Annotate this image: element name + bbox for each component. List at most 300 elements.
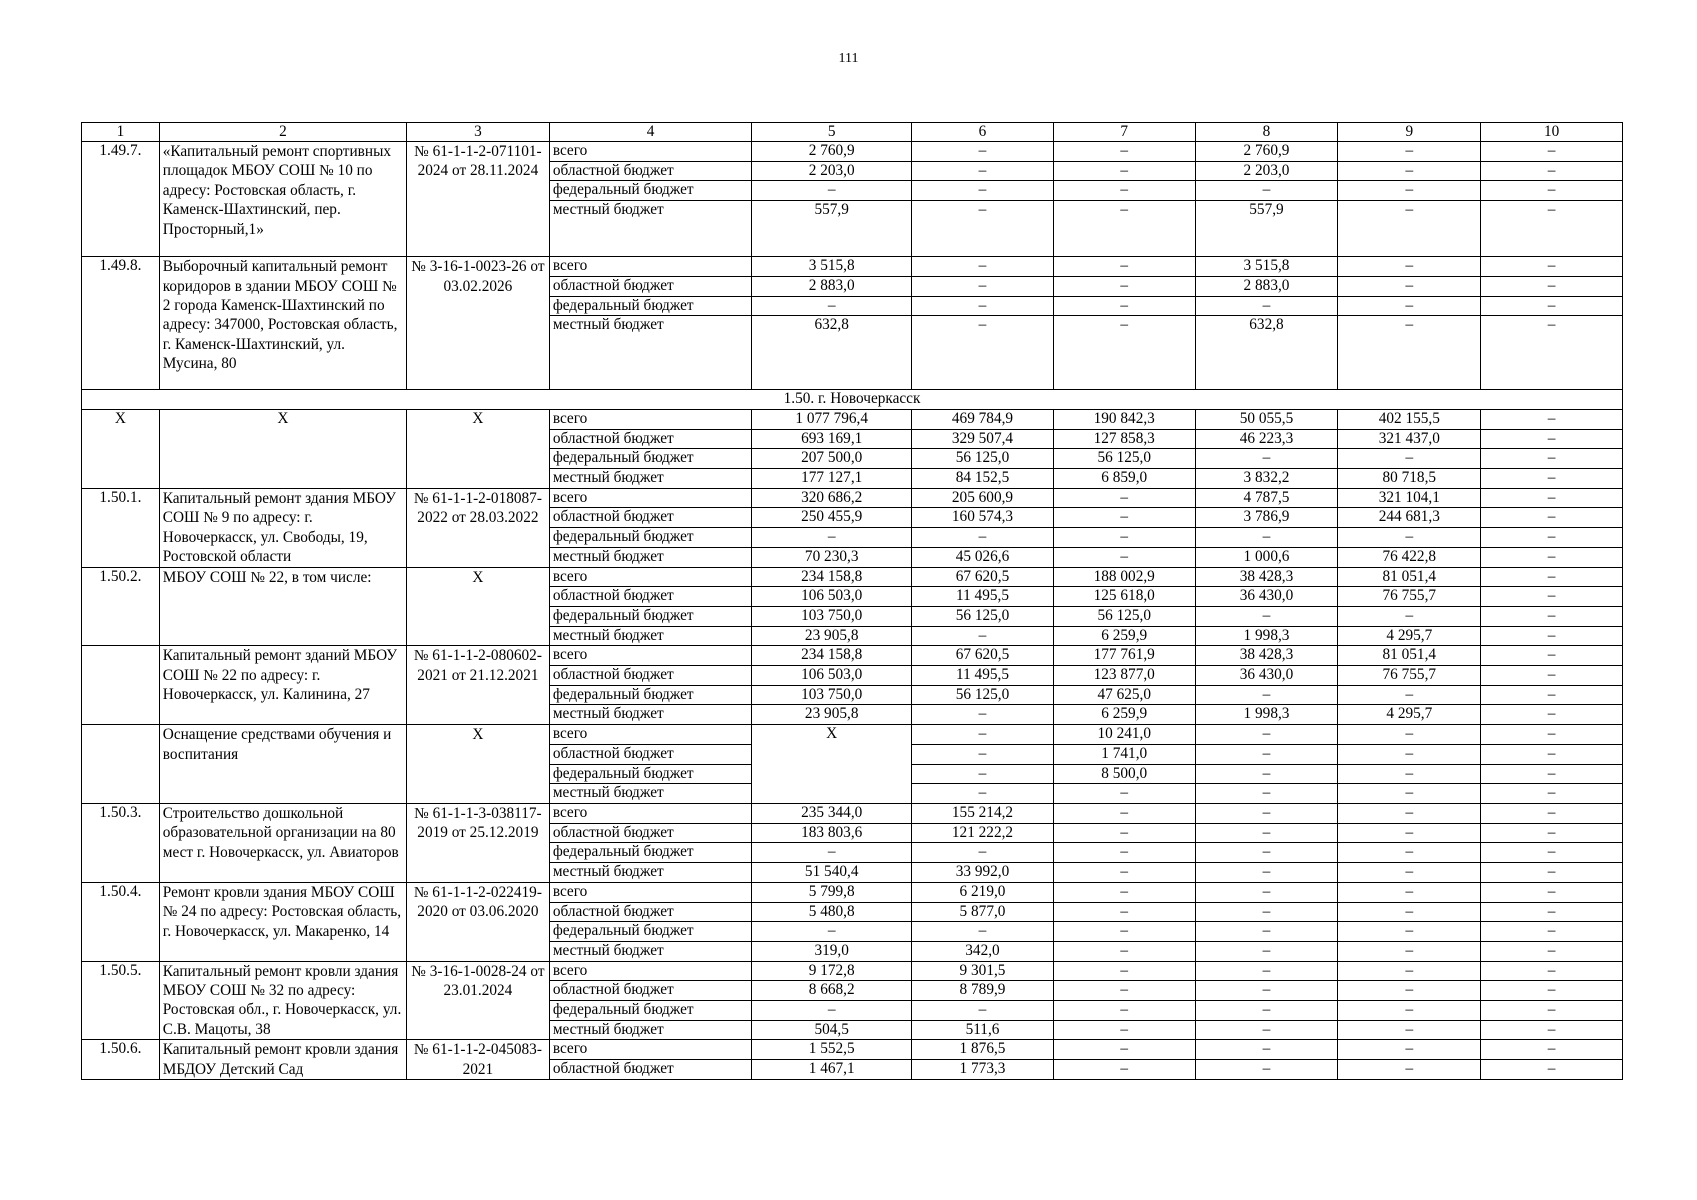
value-cell: – xyxy=(1338,1060,1481,1080)
value-cell: – xyxy=(1053,902,1195,922)
value-cell: – xyxy=(1195,922,1338,942)
value-cell: – xyxy=(1338,528,1481,548)
value-cell: 56 125,0 xyxy=(912,685,1054,705)
value-cell: – xyxy=(1338,296,1481,316)
value-cell: – xyxy=(1053,316,1195,390)
section-title: 1.50. г. Новочеркасск xyxy=(82,390,1623,410)
funding-source-label: областной бюджет xyxy=(549,666,751,686)
value-cell: – xyxy=(1338,764,1481,784)
value-cell: – xyxy=(1338,161,1481,181)
value-cell: – xyxy=(1481,803,1623,823)
value-cell: 103 750,0 xyxy=(752,685,912,705)
value-cell: – xyxy=(1053,1060,1195,1080)
item-number: 1.50.3. xyxy=(82,803,160,882)
value-cell: 84 152,5 xyxy=(912,469,1054,489)
value-cell: 38 428,3 xyxy=(1195,646,1338,666)
value-cell: – xyxy=(1481,784,1623,804)
value-cell: 2 883,0 xyxy=(752,276,912,296)
value-cell: – xyxy=(1481,1001,1623,1021)
funding-source-label: федеральный бюджет xyxy=(549,296,751,316)
value-cell: Х xyxy=(752,725,912,804)
value-cell: 23 905,8 xyxy=(752,626,912,646)
item-number: 1.50.4. xyxy=(82,882,160,961)
value-cell: 177 761,9 xyxy=(1053,646,1195,666)
value-cell: – xyxy=(1053,784,1195,804)
value-cell: 511,6 xyxy=(912,1020,1054,1040)
value-cell: – xyxy=(1338,316,1481,390)
value-cell: – xyxy=(1481,666,1623,686)
value-cell: – xyxy=(1053,1040,1195,1060)
value-cell: – xyxy=(912,705,1054,725)
value-cell: 11 495,5 xyxy=(912,666,1054,686)
value-cell: – xyxy=(1481,1040,1623,1060)
value-cell: – xyxy=(1338,882,1481,902)
column-header: 6 xyxy=(912,123,1054,142)
value-cell: 81 051,4 xyxy=(1338,646,1481,666)
item-number: 1.50.1. xyxy=(82,488,160,567)
item-number: Х xyxy=(82,409,160,488)
value-cell: – xyxy=(1195,961,1338,981)
value-cell: 342,0 xyxy=(912,941,1054,961)
table-row xyxy=(82,488,1623,508)
value-cell: – xyxy=(1481,142,1623,162)
value-cell: – xyxy=(1338,803,1481,823)
section-row xyxy=(82,390,1623,410)
value-cell: – xyxy=(1195,1001,1338,1021)
value-cell: – xyxy=(1053,201,1195,257)
funding-source-label: всего xyxy=(549,882,751,902)
item-name: Строительство дошкольной образовательной организации на 80 мест г. Новочеркасск, ул. Авиаторов xyxy=(159,803,406,882)
column-header: 7 xyxy=(1053,123,1195,142)
value-cell: – xyxy=(1338,142,1481,162)
value-cell: – xyxy=(1195,449,1338,469)
value-cell: – xyxy=(1053,1020,1195,1040)
value-cell: – xyxy=(1195,1060,1338,1080)
value-cell: – xyxy=(1481,257,1623,277)
value-cell: – xyxy=(1195,296,1338,316)
value-cell: 67 620,5 xyxy=(912,646,1054,666)
value-cell: – xyxy=(1481,508,1623,528)
table-row xyxy=(82,567,1623,587)
item-name: Х xyxy=(159,409,406,488)
value-cell: 3 515,8 xyxy=(1195,257,1338,277)
value-cell: 106 503,0 xyxy=(752,587,912,607)
value-cell: – xyxy=(1195,882,1338,902)
value-cell: – xyxy=(912,296,1054,316)
value-cell: 188 002,9 xyxy=(1053,567,1195,587)
value-cell: – xyxy=(1481,161,1623,181)
value-cell: – xyxy=(1338,922,1481,942)
value-cell: 9 301,5 xyxy=(912,961,1054,981)
value-cell: – xyxy=(1053,276,1195,296)
value-cell: – xyxy=(1481,276,1623,296)
value-cell: – xyxy=(1481,626,1623,646)
value-cell: – xyxy=(1338,181,1481,201)
value-cell: – xyxy=(1481,863,1623,883)
value-cell: 10 241,0 xyxy=(1053,725,1195,745)
value-cell: – xyxy=(1195,941,1338,961)
table-row xyxy=(82,257,1623,277)
value-cell: – xyxy=(1481,469,1623,489)
funding-source-label: местный бюджет xyxy=(549,784,751,804)
value-cell: – xyxy=(1481,528,1623,548)
table-row xyxy=(82,142,1623,162)
value-cell: 234 158,8 xyxy=(752,567,912,587)
value-cell: 177 127,1 xyxy=(752,469,912,489)
value-cell: 250 455,9 xyxy=(752,508,912,528)
value-cell: – xyxy=(752,181,912,201)
value-cell: – xyxy=(1481,1060,1623,1080)
value-cell: – xyxy=(1195,685,1338,705)
funding-source-label: федеральный бюджет xyxy=(549,685,751,705)
value-cell: – xyxy=(1481,296,1623,316)
value-cell: 36 430,0 xyxy=(1195,587,1338,607)
value-cell: – xyxy=(1338,744,1481,764)
value-cell: – xyxy=(1481,843,1623,863)
value-cell: 45 026,6 xyxy=(912,547,1054,567)
value-cell: 1 000,6 xyxy=(1195,547,1338,567)
value-cell: – xyxy=(1338,902,1481,922)
value-cell: 46 223,3 xyxy=(1195,429,1338,449)
value-cell: – xyxy=(912,161,1054,181)
value-cell: – xyxy=(1195,843,1338,863)
value-cell: – xyxy=(912,784,1054,804)
item-number: 1.50.6. xyxy=(82,1040,160,1080)
value-cell: – xyxy=(1338,201,1481,257)
value-cell: – xyxy=(912,528,1054,548)
value-cell: 1 467,1 xyxy=(752,1060,912,1080)
value-cell: – xyxy=(1053,1001,1195,1021)
funding-source-label: местный бюджет xyxy=(549,469,751,489)
value-cell: – xyxy=(912,257,1054,277)
funding-source-label: федеральный бюджет xyxy=(549,181,751,201)
value-cell: 33 992,0 xyxy=(912,863,1054,883)
value-cell: – xyxy=(1481,449,1623,469)
funding-source-label: всего xyxy=(549,725,751,745)
funding-source-label: областной бюджет xyxy=(549,823,751,843)
column-header: 8 xyxy=(1195,123,1338,142)
value-cell: 8 789,9 xyxy=(912,981,1054,1001)
value-cell: 6 259,9 xyxy=(1053,705,1195,725)
value-cell: 6 859,0 xyxy=(1053,469,1195,489)
value-cell: – xyxy=(1481,201,1623,257)
funding-source-label: всего xyxy=(549,257,751,277)
funding-source-label: областной бюджет xyxy=(549,587,751,607)
value-cell: 8 500,0 xyxy=(1053,764,1195,784)
value-cell: 70 230,3 xyxy=(752,547,912,567)
value-cell: 329 507,4 xyxy=(912,429,1054,449)
value-cell: – xyxy=(1053,843,1195,863)
value-cell: 234 158,8 xyxy=(752,646,912,666)
value-cell: 632,8 xyxy=(752,316,912,390)
funding-source-label: федеральный бюджет xyxy=(549,449,751,469)
value-cell: 2 883,0 xyxy=(1195,276,1338,296)
value-cell: – xyxy=(1481,902,1623,922)
funding-source-label: всего xyxy=(549,961,751,981)
value-cell: – xyxy=(752,843,912,863)
funding-source-label: областной бюджет xyxy=(549,744,751,764)
value-cell: – xyxy=(1338,961,1481,981)
funding-source-label: федеральный бюджет xyxy=(549,764,751,784)
value-cell: – xyxy=(1195,725,1338,745)
item-name: Ремонт кровли здания МБОУ СОШ № 24 по адресу: Ростовская область, г. Новочеркасск, ул. Макаренко, 14 xyxy=(159,882,406,961)
funding-source-label: всего xyxy=(549,803,751,823)
value-cell: 319,0 xyxy=(752,941,912,961)
item-number: 1.50.5. xyxy=(82,961,160,1040)
value-cell: – xyxy=(1338,863,1481,883)
funding-source-label: местный бюджет xyxy=(549,705,751,725)
item-name: Капитальный ремонт кровли здания МБОУ СОШ № 32 по адресу: Ростовская обл., г. Новочеркасск, ул. С.В. Мацоты, 38 xyxy=(159,961,406,1040)
value-cell: – xyxy=(1481,567,1623,587)
value-cell: 235 344,0 xyxy=(752,803,912,823)
value-cell: – xyxy=(1338,276,1481,296)
value-cell: – xyxy=(1338,981,1481,1001)
value-cell: 56 125,0 xyxy=(1053,606,1195,626)
item-document: № 61-1-1-2-071101-2024 от 28.11.2024 xyxy=(407,142,550,257)
value-cell: 2 203,0 xyxy=(1195,161,1338,181)
value-cell: 11 495,5 xyxy=(912,587,1054,607)
value-cell: – xyxy=(752,922,912,942)
item-name: «Капитальный ремонт спортивных площадок МБОУ СОШ № 10 по адресу: Ростовская область, г. Каменск-Шахтинский, пер. Просторный,1» xyxy=(159,142,406,257)
funding-source-label: областной бюджет xyxy=(549,276,751,296)
value-cell: – xyxy=(1053,142,1195,162)
value-cell: – xyxy=(912,181,1054,201)
value-cell: – xyxy=(912,922,1054,942)
value-cell: 76 422,8 xyxy=(1338,547,1481,567)
value-cell: 207 500,0 xyxy=(752,449,912,469)
value-cell: – xyxy=(1338,941,1481,961)
value-cell: 5 799,8 xyxy=(752,882,912,902)
value-cell: – xyxy=(1053,528,1195,548)
funding-source-label: федеральный бюджет xyxy=(549,922,751,942)
value-cell: – xyxy=(1053,823,1195,843)
value-cell: – xyxy=(1481,823,1623,843)
value-cell: – xyxy=(1195,1040,1338,1060)
table-row xyxy=(82,803,1623,823)
value-cell: 632,8 xyxy=(1195,316,1338,390)
value-cell: 504,5 xyxy=(752,1020,912,1040)
table-row xyxy=(82,646,1623,666)
header-row xyxy=(82,123,1623,142)
value-cell: – xyxy=(1195,528,1338,548)
item-number: 1.49.8. xyxy=(82,257,160,390)
item-number: 1.50.2. xyxy=(82,567,160,646)
funding-source-label: всего xyxy=(549,646,751,666)
value-cell: – xyxy=(1053,508,1195,528)
funding-source-label: федеральный бюджет xyxy=(549,1001,751,1021)
value-cell: 321 437,0 xyxy=(1338,429,1481,449)
value-cell: – xyxy=(1481,646,1623,666)
column-header: 10 xyxy=(1481,123,1623,142)
value-cell: 81 051,4 xyxy=(1338,567,1481,587)
value-cell: – xyxy=(1481,606,1623,626)
funding-source-label: всего xyxy=(549,567,751,587)
value-cell: – xyxy=(1338,1040,1481,1060)
value-cell: – xyxy=(1195,823,1338,843)
funding-source-label: всего xyxy=(549,142,751,162)
value-cell: – xyxy=(1481,181,1623,201)
value-cell: 80 718,5 xyxy=(1338,469,1481,489)
item-document: № 61-1-1-2-080602-2021 от 21.12.2021 xyxy=(407,646,550,725)
value-cell: – xyxy=(1481,764,1623,784)
budget-table xyxy=(81,122,1623,1080)
funding-source-label: местный бюджет xyxy=(549,316,751,390)
value-cell: – xyxy=(1481,1020,1623,1040)
value-cell: – xyxy=(1481,685,1623,705)
item-name: Капитальный ремонт зданий МБОУ СОШ № 22 по адресу: г. Новочеркасск, ул. Калинина, 27 xyxy=(159,646,406,725)
item-document: Х xyxy=(407,567,550,646)
funding-source-label: федеральный бюджет xyxy=(549,528,751,548)
value-cell: – xyxy=(1481,941,1623,961)
value-cell: – xyxy=(1053,922,1195,942)
item-document: № 61-1-1-2-022419-2020 от 03.06.2020 xyxy=(407,882,550,961)
value-cell: – xyxy=(1053,181,1195,201)
funding-source-label: всего xyxy=(549,488,751,508)
value-cell: – xyxy=(1481,429,1623,449)
item-document: № 3-16-1-0028-24 от 23.01.2024 xyxy=(407,961,550,1040)
column-header: 4 xyxy=(549,123,751,142)
value-cell: – xyxy=(912,764,1054,784)
value-cell: – xyxy=(1195,863,1338,883)
value-cell: 557,9 xyxy=(752,201,912,257)
value-cell: – xyxy=(1338,725,1481,745)
funding-source-label: всего xyxy=(549,409,751,429)
value-cell: – xyxy=(1338,606,1481,626)
item-name: МБОУ СОШ № 22, в том числе: xyxy=(159,567,406,646)
value-cell: 106 503,0 xyxy=(752,666,912,686)
value-cell: 4 295,7 xyxy=(1338,626,1481,646)
value-cell: – xyxy=(1338,823,1481,843)
value-cell: 190 842,3 xyxy=(1053,409,1195,429)
value-cell: 56 125,0 xyxy=(1053,449,1195,469)
funding-source-label: всего xyxy=(549,1040,751,1060)
value-cell: – xyxy=(1338,1020,1481,1040)
value-cell: – xyxy=(1053,941,1195,961)
value-cell: 103 750,0 xyxy=(752,606,912,626)
column-header: 9 xyxy=(1338,123,1481,142)
table-row xyxy=(82,725,1623,745)
funding-source-label: местный бюджет xyxy=(549,863,751,883)
funding-source-label: местный бюджет xyxy=(549,941,751,961)
value-cell: 56 125,0 xyxy=(912,606,1054,626)
value-cell: – xyxy=(1338,1001,1481,1021)
value-cell: – xyxy=(1481,882,1623,902)
value-cell: 6 259,9 xyxy=(1053,626,1195,646)
value-cell: – xyxy=(1053,882,1195,902)
value-cell: 36 430,0 xyxy=(1195,666,1338,686)
value-cell: – xyxy=(1053,296,1195,316)
value-cell: – xyxy=(912,142,1054,162)
value-cell: 51 540,4 xyxy=(752,863,912,883)
item-name: Капитальный ремонт кровли здания МБДОУ Детский Сад xyxy=(159,1040,406,1080)
value-cell: – xyxy=(912,843,1054,863)
value-cell: 2 760,9 xyxy=(1195,142,1338,162)
value-cell: 125 618,0 xyxy=(1053,587,1195,607)
value-cell: 2 203,0 xyxy=(752,161,912,181)
funding-source-label: местный бюджет xyxy=(549,547,751,567)
funding-source-label: областной бюджет xyxy=(549,981,751,1001)
value-cell: 38 428,3 xyxy=(1195,567,1338,587)
value-cell: 47 625,0 xyxy=(1053,685,1195,705)
value-cell: – xyxy=(1481,547,1623,567)
value-cell: – xyxy=(1053,488,1195,508)
funding-source-label: областной бюджет xyxy=(549,429,751,449)
funding-source-label: местный бюджет xyxy=(549,626,751,646)
value-cell: – xyxy=(1338,257,1481,277)
value-cell: – xyxy=(1053,981,1195,1001)
item-document: Х xyxy=(407,409,550,488)
value-cell: 3 832,2 xyxy=(1195,469,1338,489)
value-cell: – xyxy=(1338,784,1481,804)
column-header: 1 xyxy=(82,123,160,142)
value-cell: – xyxy=(1195,764,1338,784)
column-header: 3 xyxy=(407,123,550,142)
item-document: № 61-1-1-3-038117-2019 от 25.12.2019 xyxy=(407,803,550,882)
value-cell: 244 681,3 xyxy=(1338,508,1481,528)
value-cell: – xyxy=(1481,981,1623,1001)
value-cell: 155 214,2 xyxy=(912,803,1054,823)
page-number: 111 xyxy=(838,51,859,66)
value-cell: – xyxy=(1053,257,1195,277)
value-cell: 693 169,1 xyxy=(752,429,912,449)
value-cell: – xyxy=(1481,409,1623,429)
item-number xyxy=(82,725,160,804)
value-cell: 320 686,2 xyxy=(752,488,912,508)
value-cell: – xyxy=(912,725,1054,745)
value-cell: 321 104,1 xyxy=(1338,488,1481,508)
value-cell: – xyxy=(1481,961,1623,981)
funding-source-label: местный бюджет xyxy=(549,201,751,257)
column-header: 2 xyxy=(159,123,406,142)
value-cell: 183 803,6 xyxy=(752,823,912,843)
funding-source-label: федеральный бюджет xyxy=(549,606,751,626)
value-cell: – xyxy=(1338,843,1481,863)
value-cell: – xyxy=(1195,181,1338,201)
item-document: Х xyxy=(407,725,550,804)
value-cell: 4 787,5 xyxy=(1195,488,1338,508)
value-cell: – xyxy=(912,1001,1054,1021)
value-cell: 557,9 xyxy=(1195,201,1338,257)
funding-source-label: областной бюджет xyxy=(549,902,751,922)
value-cell: – xyxy=(912,316,1054,390)
value-cell: – xyxy=(1053,803,1195,823)
value-cell: 23 905,8 xyxy=(752,705,912,725)
funding-source-label: федеральный бюджет xyxy=(549,843,751,863)
table-row xyxy=(82,882,1623,902)
value-cell: 121 222,2 xyxy=(912,823,1054,843)
item-document: № 61-1-1-2-018087-2022 от 28.03.2022 xyxy=(407,488,550,567)
value-cell: – xyxy=(752,528,912,548)
value-cell: 160 574,3 xyxy=(912,508,1054,528)
value-cell: 9 172,8 xyxy=(752,961,912,981)
value-cell: 469 784,9 xyxy=(912,409,1054,429)
value-cell: – xyxy=(1195,784,1338,804)
value-cell: 1 998,3 xyxy=(1195,705,1338,725)
value-cell: – xyxy=(752,296,912,316)
value-cell: – xyxy=(1195,803,1338,823)
funding-source-label: областной бюджет xyxy=(549,161,751,181)
value-cell: 67 620,5 xyxy=(912,567,1054,587)
value-cell: – xyxy=(1481,744,1623,764)
item-name: Капитальный ремонт здания МБОУ СОШ № 9 по адресу: г. Новочеркасск, ул. Свободы, 19, Ростовской области xyxy=(159,488,406,567)
value-cell: 5 877,0 xyxy=(912,902,1054,922)
value-cell: – xyxy=(1195,744,1338,764)
value-cell: – xyxy=(1053,547,1195,567)
value-cell: 1 773,3 xyxy=(912,1060,1054,1080)
value-cell: 402 155,5 xyxy=(1338,409,1481,429)
funding-source-label: областной бюджет xyxy=(549,508,751,528)
value-cell: – xyxy=(1053,961,1195,981)
